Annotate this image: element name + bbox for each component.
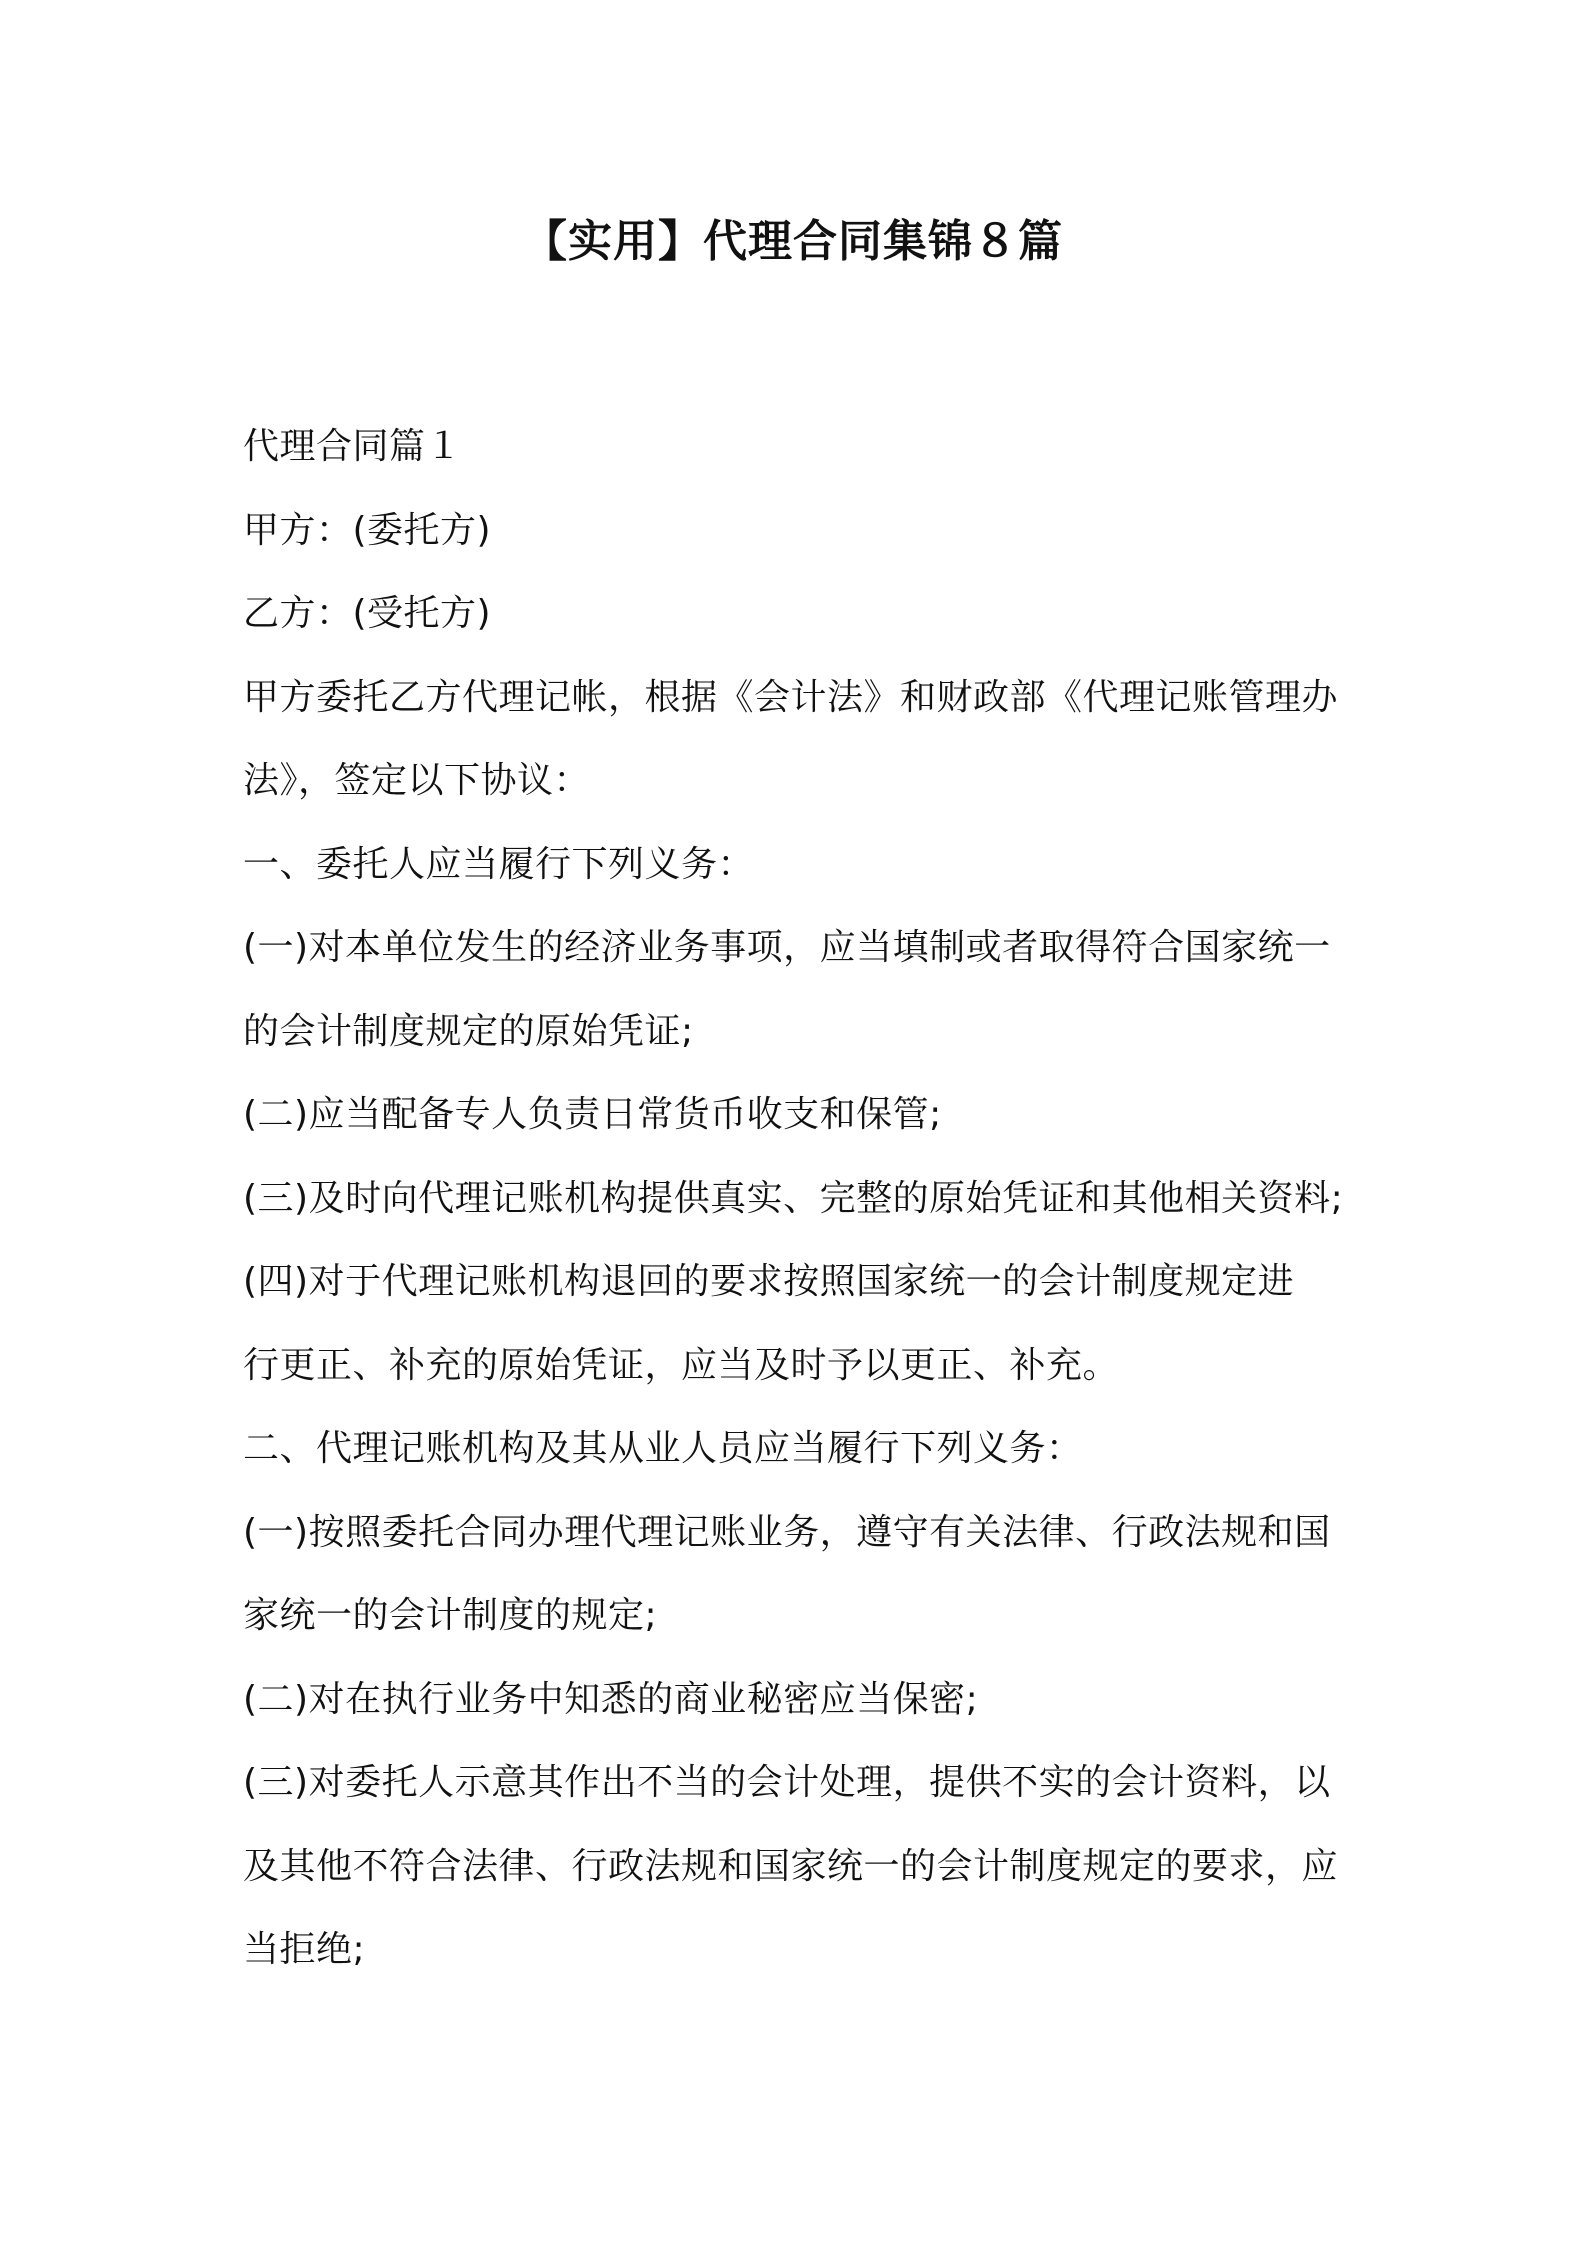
paragraph-line: (二)应当配备专人负责日常货币收支和保管; <box>243 1094 942 1135</box>
paragraph-line: (四)对于代理记账机构退回的要求按照国家统一的会计制度规定进 <box>243 1261 1295 1302</box>
document-body <box>243 405 1363 1992</box>
paragraph-line: 甲方委托乙方代理记帐，根据《会计法》和财政部《代理记账管理办 <box>243 676 1339 718</box>
party-b-line: 乙方：(受托方) <box>243 593 492 634</box>
party-a-line: 甲方：(委托方) <box>243 509 492 551</box>
paragraph-line: 及其他不符合法律、行政法规和国家统一的会计制度规定的要求，应 <box>243 1845 1339 1887</box>
clause-heading: 一、委托人应当履行下列义务： <box>243 843 755 885</box>
paragraph-line: (一)按照委托合同办理代理记账业务，遵守有关法律、行政法规和国 <box>243 1511 1331 1553</box>
paragraph-line: (三)及时向代理记账机构提供真实、完整的原始凭证和其他相关资料; <box>243 1177 1344 1219</box>
paragraph-line: (二)对在执行业务中知悉的商业秘密应当保密; <box>243 1678 979 1720</box>
paragraph-line: (三)对委托人示意其作出不当的会计处理，提供不实的会计资料，以 <box>243 1762 1331 1803</box>
document-title: 【实用】代理合同集锦８篇 <box>523 216 1063 267</box>
section-heading: 代理合同篇１ <box>243 426 463 467</box>
clause-heading: 二、代理记账机构及其从业人员应当履行下列义务： <box>243 1428 1083 1469</box>
paragraph-line: 的会计制度规定的原始凭证; <box>243 1010 694 1052</box>
paragraph-line: 家统一的会计制度的规定; <box>243 1595 658 1636</box>
paragraph-line: 当拒绝; <box>243 1929 366 1970</box>
paragraph-line: 法》，签定以下协议： <box>243 760 591 801</box>
paragraph-line: (一)对本单位发生的经济业务事项，应当填制或者取得符合国家统一 <box>243 927 1331 968</box>
paragraph-line: 行更正、补充的原始凭证，应当及时予以更正、补充。 <box>243 1344 1120 1386</box>
